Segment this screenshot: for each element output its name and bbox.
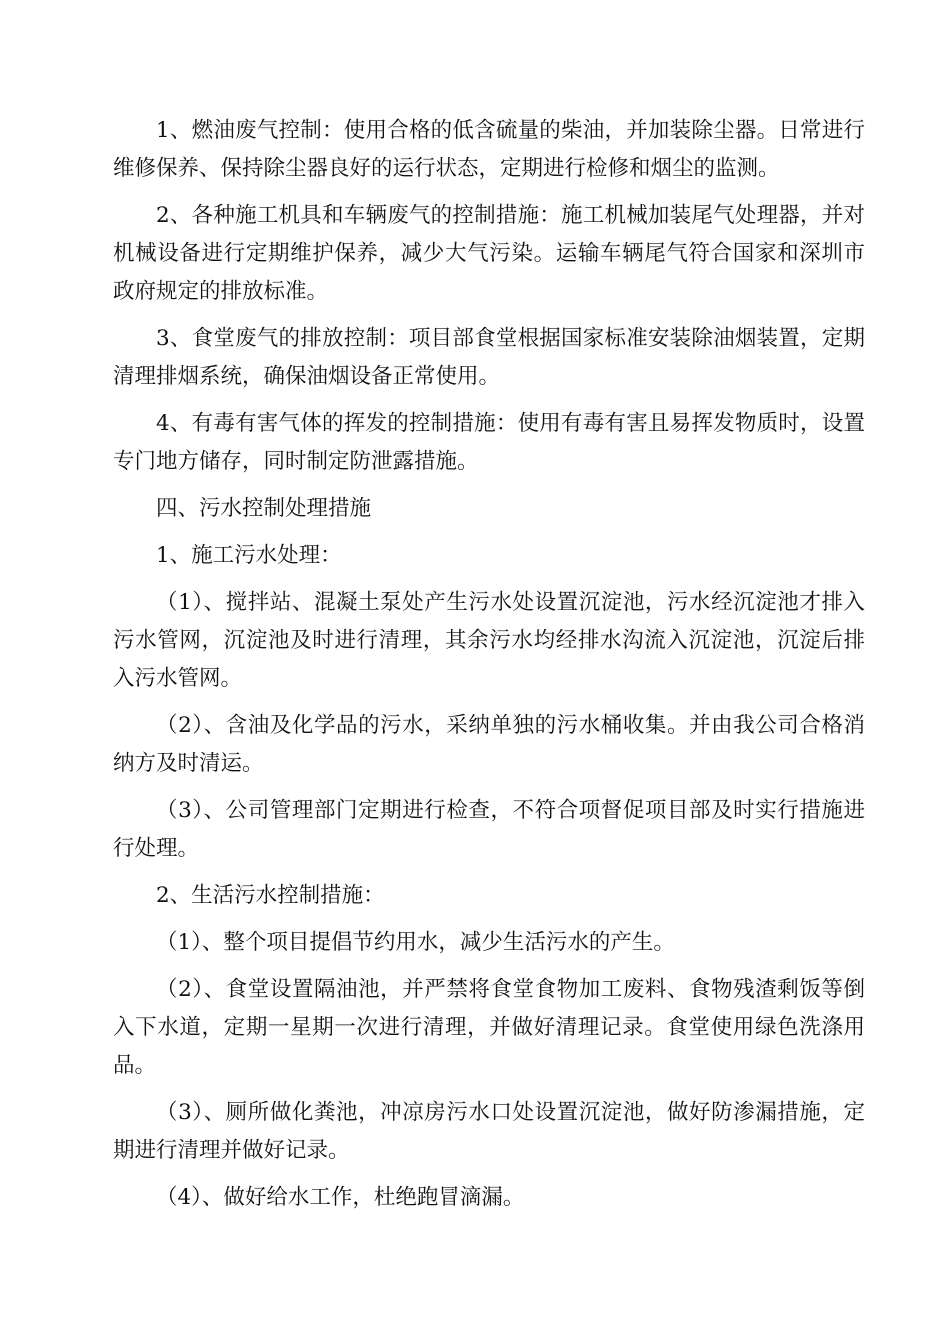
paragraph-machinery-exhaust-control: 2、各种施工机具和车辆废气的控制措施：施工机械加装尾气处理器，并对机械设备进行定期维护保养，减少大气污染。运输车辆尾气符合国家和深圳市政府规定的排放标准。 <box>113 203 865 304</box>
paragraph-sedimentation-tank: （1）、搅拌站、混凝土泵处产生污水处设置沉淀池，污水经沉淀池才排入污水管网，沉淀池及时进行清理，其余污水均经排水沟流入沉淀池，沉淀后排入污水管网。 <box>113 590 865 691</box>
paragraph-water-saving: （1）、整个项目提倡节约用水，减少生活污水的产生。 <box>156 930 675 955</box>
document-body <box>113 112 865 1226</box>
subheading-construction-sewage: 1、施工污水处理： <box>156 543 342 568</box>
paragraph-toxic-gas-control: 4、有毒有害气体的挥发的控制措施：使用有毒有害且易挥发物质时，设置专门地方储存，同时制定防泄露措施。 <box>113 411 865 474</box>
paragraph-canteen-exhaust-control: 3、食堂废气的排放控制：项目部食堂根据国家标准安装除油烟装置，定期清理排烟系统，确保油烟设备正常使用。 <box>113 326 865 389</box>
paragraph-septic-tank: （3）、厕所做化粪池，冲凉房污水口处设置沉淀池，做好防渗漏措施，定期进行清理并做好记录。 <box>113 1100 865 1163</box>
paragraph-exhaust-fuel-control: 1、燃油废气控制：使用合格的低含硫量的柴油，并加装除尘器。日常进行维修保养、保持除尘器良好的运行状态，定期进行检修和烟尘的监测。 <box>113 118 865 181</box>
section-heading-sewage-control: 四、污水控制处理措施 <box>156 496 372 521</box>
paragraph-management-inspection: （3）、公司管理部门定期进行检查，不符合项督促项目部及时实行措施进行处理。 <box>113 798 865 861</box>
paragraph-oily-chemical-sewage: （2）、含油及化学品的污水，采纳单独的污水桶收集。并由我公司合格消纳方及时清运。 <box>113 713 865 776</box>
paragraph-water-supply: （4）、做好给水工作，杜绝跑冒滴漏。 <box>156 1185 525 1210</box>
paragraph-grease-trap: （2）、食堂设置隔油池，并严禁将食堂食物加工废料、食物残渣剩饭等倒入下水道，定期一星期一次进行清理，并做好清理记录。食堂使用绿色洗涤用品。 <box>113 977 865 1078</box>
subheading-domestic-sewage: 2、生活污水控制措施： <box>156 883 385 908</box>
